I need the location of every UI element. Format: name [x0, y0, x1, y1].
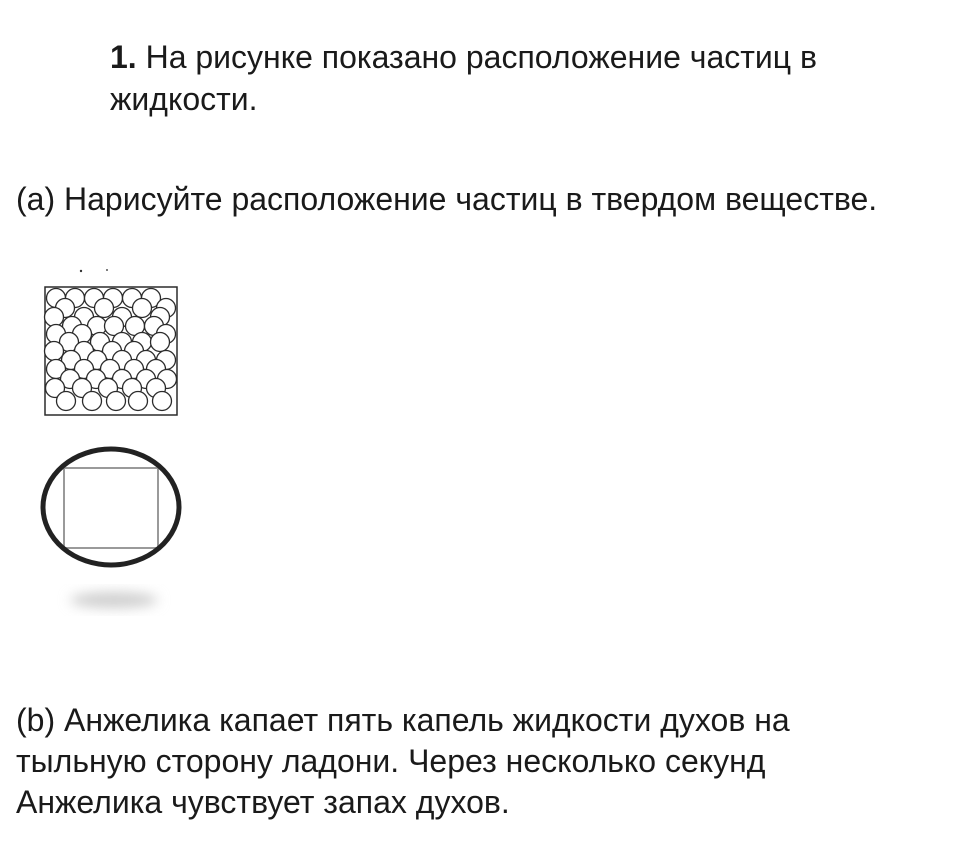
part-a-text: (a) Нарисуйте расположение частиц в твердом веществе.: [16, 181, 878, 217]
particle: [45, 342, 64, 361]
particle: [153, 392, 172, 411]
particle: [151, 333, 170, 352]
stray-marks: [75, 266, 115, 274]
answer-box: [64, 468, 158, 548]
question-number: 1.: [110, 39, 137, 75]
part-b-text: (b) Анжелика капает пять капель жидкости духов на тыльную сторону ладони. Через несколько секунд Анжелика чувствует запах духов.: [16, 702, 790, 820]
particle: [45, 308, 64, 327]
question-intro: На рисунке показано расположение частиц в жидкости.: [110, 39, 817, 117]
question-heading: [110, 36, 930, 120]
particle: [107, 392, 126, 411]
student-answer-drawing: [38, 440, 184, 620]
liquid-particles: [45, 289, 177, 411]
particle: [95, 299, 114, 318]
liquid-particles-figure: [42, 284, 180, 418]
particle: [83, 392, 102, 411]
particle: [57, 392, 76, 411]
pencil-smudge: [70, 592, 158, 608]
particle: [129, 392, 148, 411]
particle: [133, 299, 152, 318]
